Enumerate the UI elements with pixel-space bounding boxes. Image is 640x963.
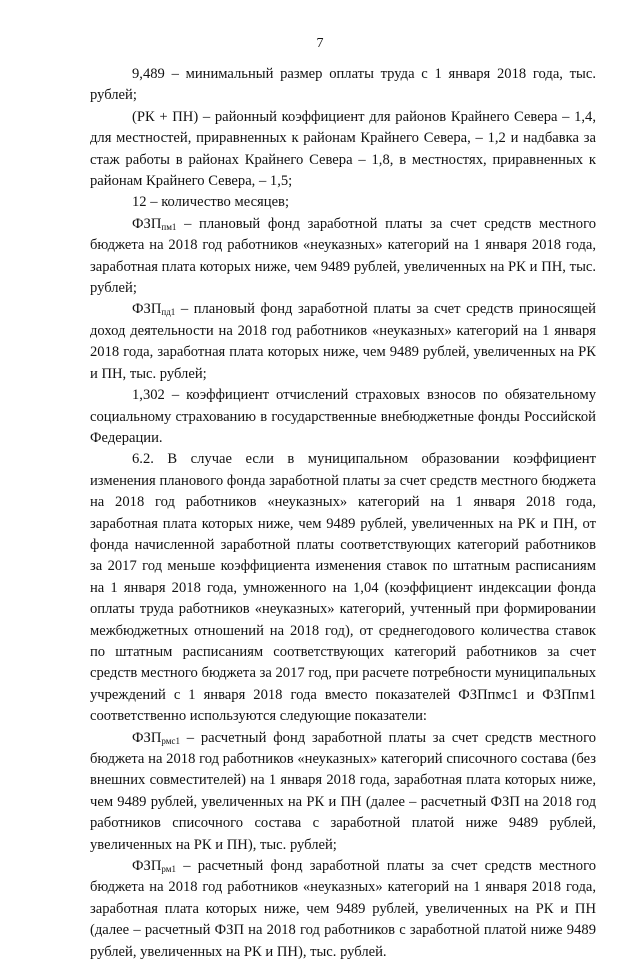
term: ФЗП	[132, 729, 162, 746]
definition: – коэффициент отчислений страховых взносов по обязательному социальному страхованию в государственные внебюджетные фонды Российской Федерации.	[90, 387, 596, 446]
term: ФЗП	[132, 858, 162, 875]
definition: – количество месяцев;	[146, 194, 290, 211]
term-subscript: пд1	[161, 307, 176, 318]
term-subscript: рм1	[161, 864, 176, 875]
definition: – расчетный фонд заработной платы за счет средств местного бюджета на 2018 год работников «неуказных» категорий списочного состава (без внешних совместителей) на 1 января 2018 года, заработная плата которых ниже, чем 9489 рублей, увеличенных на РК и ПН (далее – расчетный ФЗП на 2018 год работников списочного состава с заработной платой ниже 9489 рублей, увеличенных на РК и ПН), тыс. рублей;	[90, 729, 596, 853]
paragraph-mrot	[90, 64, 596, 107]
term: 9,489	[132, 66, 165, 82]
paragraph-rk-pn	[90, 107, 596, 193]
paragraph-fzp-rms1	[90, 728, 596, 856]
term: ФЗП	[132, 215, 162, 232]
paragraph-fzp-rm1	[90, 856, 596, 963]
definition: – расчетный фонд заработной платы за счет средств местного бюджета на 2018 год работников «неуказных» категорий на 1 января 2018 года, заработная плата которых ниже, чем 9489 рублей, увеличенных на РК и ПН (далее – расчетный ФЗП на 2018 год работников с заработной платой ниже 9489 рублей, увеличенных на РК и ПН), тыс. рублей.	[90, 858, 596, 960]
paragraph-6-2	[90, 449, 596, 727]
paragraph-fzp-pd1	[90, 299, 596, 385]
section-text: В случае если в муниципальном образовании коэффициент изменения планового фонда заработной платы за счет средств местного бюджета на 2018 год работников «неуказных» категорий на 1 января 2018 года, заработная плата которых ниже, чем 9489 рублей, увеличенных на РК и ПН, от фонда начисленной заработной платы соответствующих категорий работников за 2017 год меньше коэффициента изменения ставок по штатным расписаниям на 1 января 2018 года, умноженного на 1,04 (коэффициент индексации фонда оплаты труда работников «неуказных» категорий, учтенный при формировании межбюджетных отношений на 2018 год), от среднегодового количества ставок по штатным расписаниям соответствующих категорий работников за счет средств местного бюджета за 2017 год, при расчете потребности муниципальных учреждений с 1 января 2018 года вместо показателей ФЗПпмс1 и ФЗПпм1 соответственно используются следующие показатели:	[90, 451, 596, 725]
definition: – районный коэффициент для районов Крайнего Севера – 1,4, для местностей, приравненных к районам Крайнего Севера, – 1,2 и надбавка за стаж работы в районах Крайнего Севера – 1,8, в местностях, приравненных к районам Крайнего Севера, – 1,5;	[90, 108, 596, 190]
definition: – плановый фонд заработной платы за счет средств приносящей доход деятельности на 2018 год работников «неуказных» категорий на 1 января 2018 года, заработная плата которых ниже, чем 9489 рублей, увеличенных на РК и ПН, тыс. рублей;	[90, 301, 596, 382]
term: 12	[132, 194, 147, 211]
term: ФЗП	[132, 301, 162, 318]
term-subscript: рмс1	[161, 735, 180, 746]
page-number: 7	[316, 36, 324, 51]
term-subscript: пм1	[161, 221, 177, 232]
document-body	[90, 64, 596, 963]
term: (РК + ПН)	[132, 108, 199, 125]
definition: – минимальный размер оплаты труда с 1 января 2018 года, тыс. рублей;	[90, 66, 596, 104]
paragraph-insurance-coef	[90, 385, 596, 449]
paragraph-months	[90, 192, 596, 213]
paragraph-fzp-pm1	[90, 214, 596, 300]
definition: – плановый фонд заработной платы за счет средств местного бюджета на 2018 год работников «неуказных» категорий на 1 января 2018 года, заработная плата которых ниже, чем 9489 рублей, увеличенных на РК и ПН, тыс. рублей;	[90, 215, 596, 297]
term: 1,302	[132, 387, 165, 404]
section-number: 6.2.	[132, 451, 154, 468]
